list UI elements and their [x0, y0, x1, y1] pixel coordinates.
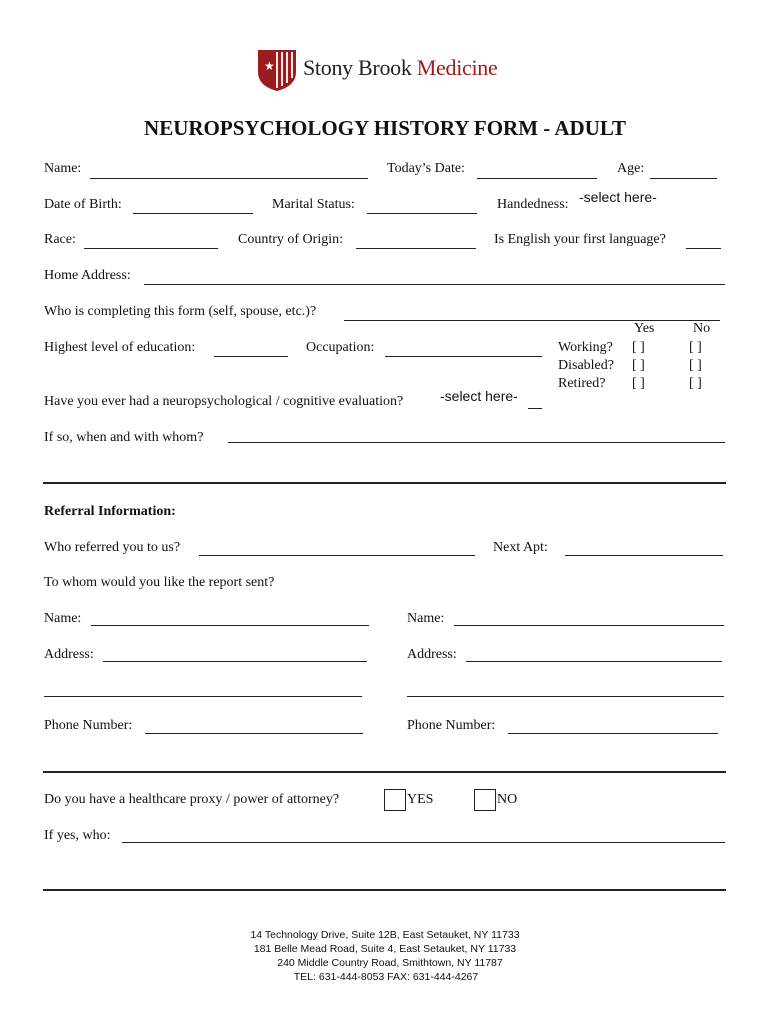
retired-label: Retired? [558, 376, 606, 391]
handedness-label: Handedness: [497, 197, 569, 212]
disabled-no-checkbox[interactable]: [ ] [689, 358, 702, 373]
disabled-yes-checkbox[interactable]: [ ] [632, 358, 645, 373]
logo [256, 46, 516, 92]
retired-yes-checkbox[interactable]: [ ] [632, 376, 645, 391]
recipient-address-left-label: Address: [44, 647, 94, 662]
eval-field[interactable] [528, 408, 542, 409]
education-label: Highest level of education: [44, 340, 196, 355]
working-label: Working? [558, 340, 613, 355]
recipient-phone-right-field[interactable] [508, 733, 718, 734]
working-no-checkbox[interactable]: [ ] [689, 340, 702, 355]
proxy-question-label: Do you have a healthcare proxy / power of attorney? [44, 792, 340, 807]
work-yes-header: Yes [634, 321, 655, 336]
footer-line-4: TEL: 631-444-8053 FAX: 631-444-4267 [293, 971, 479, 983]
handedness-select[interactable]: -select here- [579, 189, 657, 205]
if-so-label: If so, when and with whom? [44, 430, 204, 445]
footer-address [0, 928, 770, 984]
brand-secondary: Medicine [416, 55, 498, 80]
proxy-who-label: If yes, who: [44, 828, 111, 843]
footer-line-1: 14 Technology Drive, Suite 12B, East Setauket, NY 11733 [250, 929, 520, 941]
marital-label: Marital Status: [272, 197, 355, 212]
who-referred-label: Who referred you to us? [44, 540, 181, 555]
todays-date-label: Today’s Date: [387, 161, 465, 176]
disabled-label: Disabled? [558, 358, 614, 373]
proxy-no-label: NO [497, 792, 518, 807]
recipient-address-right-line2[interactable] [407, 696, 724, 697]
recipient-name-right-label: Name: [407, 611, 445, 626]
retired-no-checkbox[interactable]: [ ] [689, 376, 702, 391]
stony-brook-shield-icon [256, 46, 298, 92]
recipient-phone-right-label: Phone Number: [407, 718, 496, 733]
occupation-field[interactable] [385, 356, 542, 357]
referral-heading: Referral Information: [44, 504, 176, 519]
name-label: Name: [44, 161, 82, 176]
recipient-name-left-field[interactable] [91, 625, 369, 626]
name-field[interactable] [90, 178, 368, 179]
completing-field[interactable] [344, 320, 720, 321]
proxy-no-checkbox[interactable] [474, 789, 496, 811]
recipient-address-right-field[interactable] [466, 661, 722, 662]
working-yes-checkbox[interactable]: [ ] [632, 340, 645, 355]
section-divider-3 [43, 889, 726, 891]
if-so-field[interactable] [228, 442, 725, 443]
who-referred-field[interactable] [199, 555, 475, 556]
eval-select[interactable]: -select here- [440, 388, 518, 404]
recipient-phone-left-label: Phone Number: [44, 718, 133, 733]
education-field[interactable] [214, 356, 288, 357]
home-address-label: Home Address: [44, 268, 131, 283]
country-label: Country of Origin: [238, 232, 343, 247]
report-sent-label: To whom would you like the report sent? [44, 575, 275, 590]
recipient-address-left-line2[interactable] [44, 696, 362, 697]
dob-label: Date of Birth: [44, 197, 122, 212]
section-divider-1 [43, 482, 726, 484]
age-field[interactable] [650, 178, 717, 179]
next-apt-field[interactable] [565, 555, 723, 556]
next-apt-label: Next Apt: [493, 540, 548, 555]
occupation-label: Occupation: [306, 340, 375, 355]
section-divider-2 [43, 771, 726, 773]
work-no-header: No [693, 321, 711, 336]
proxy-yes-label: YES [407, 792, 434, 807]
brand-primary: Stony Brook [303, 55, 412, 80]
eval-question-label: Have you ever had a neuropsychological / cognitive evaluation? [44, 394, 404, 409]
page-title: NEUROPSYCHOLOGY HISTORY FORM - ADULT [144, 116, 626, 140]
marital-field[interactable] [367, 213, 477, 214]
footer-line-2: 181 Belle Mead Road, Suite 4, East Setauket, NY 11733 [253, 943, 517, 955]
recipient-address-left-field[interactable] [103, 661, 367, 662]
svg-text:★: ★ [264, 59, 275, 73]
dob-field[interactable] [133, 213, 253, 214]
home-address-field[interactable] [144, 284, 725, 285]
proxy-who-field[interactable] [122, 842, 725, 843]
recipient-phone-left-field[interactable] [145, 733, 363, 734]
english-field[interactable] [686, 248, 721, 249]
race-field[interactable] [84, 248, 218, 249]
recipient-address-right-label: Address: [407, 647, 457, 662]
race-label: Race: [44, 232, 76, 247]
recipient-name-right-field[interactable] [454, 625, 724, 626]
footer-line-3: 240 Middle Country Road, Smithtown, NY 11787 [277, 957, 503, 969]
proxy-yes-checkbox[interactable] [384, 789, 406, 811]
age-label: Age: [617, 161, 645, 176]
recipient-name-left-label: Name: [44, 611, 82, 626]
english-label: Is English your first language? [494, 232, 666, 247]
todays-date-field[interactable] [477, 178, 597, 179]
country-field[interactable] [356, 248, 476, 249]
completing-label: Who is completing this form (self, spouse, etc.)? [44, 304, 317, 319]
